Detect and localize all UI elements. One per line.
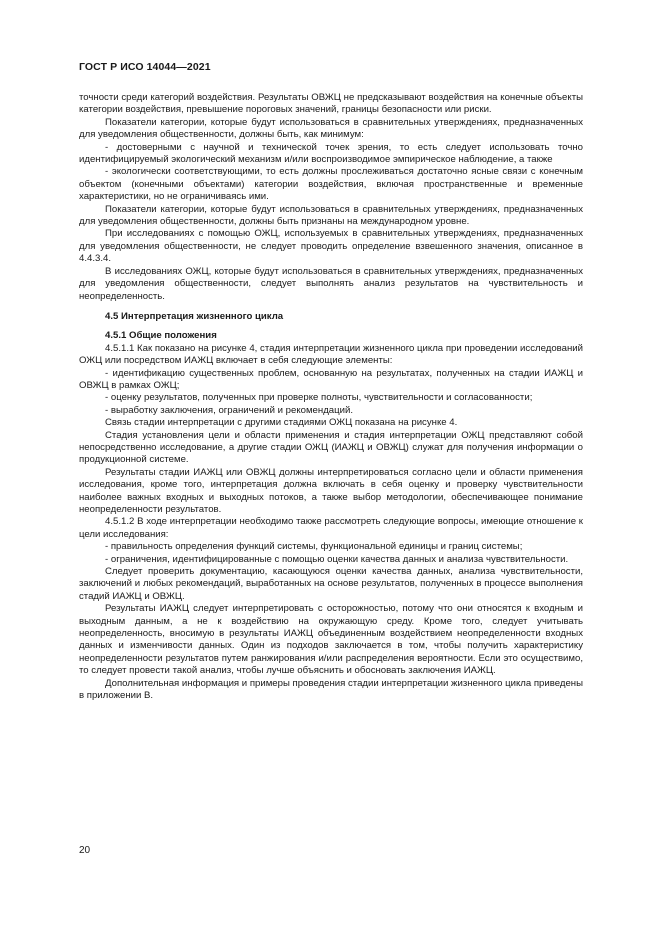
paragraph: В исследованиях ОЖЦ, которые будут использоваться в сравнительных утверждениях, предназначенных для уведомления общественности, следует выполнять анализ результатов на чувствительность и неопределенность. (79, 265, 583, 302)
paragraph: Результаты стадии ИАЖЦ или ОВЖЦ должны интерпретироваться согласно цели и области применения исследования, кроме того, интерпретация должна включать в себя оценку и проверку чувствительности наиболее важных входных и выходных потоков, а также выбор методологии, обеспечивающее понимание неопределенности результатов. (79, 466, 583, 515)
paragraph: точности среди категорий воздействия. Результаты ОВЖЦ не предсказывают воздействия на конечные объекты категории воздействия, превышение пороговых значений, границы безопасности или риски. (79, 92, 583, 116)
paragraph: Показатели категории, которые будут использоваться в сравнительных утверждениях, предназначенных для уведомления общественности, должны быть, как минимум: (79, 116, 583, 141)
paragraph: Результаты ИАЖЦ следует интерпретировать с осторожностью, потому что они относятся к входным и выходным данным, а не к воздействию на окружающую среду. Кроме того, следует учитывать неопределенность, вносимую в результаты ИАЖЦ объединенным воздействием неопределенности входных данных и изменчивости данных. Один из подходов заключается в том, чтобы получить характеристику неопределенности результатов путем ранжирования и/или распределения вероятности. Если это осуществимо, то следует провести такой анализ, чтобы лучше объяснить и обосновать заключения ИАЖЦ. (79, 603, 583, 677)
list-item: - выработку заключения, ограничений и рекомендаций. (105, 404, 353, 416)
paragraph: 4.5.1.1 Как показано на рисунке 4, стадия интерпретации жизненного цикла при проведении исследований ОЖЦ или посредством ИАЖЦ включает в себя следующие элементы: (79, 342, 583, 367)
paragraph: Стадия установления цели и области применения и стадия интерпретации ОЖЦ представляют собой непосредственно исследование, а другие стадии ОЖЦ (ИАЖЦ и ОВЖЦ) служат для получения информации о продукционной системе. (79, 429, 583, 466)
list-item: - экологически соответствующими, то есть должны прослеживаться достаточно ясные связи с конечным объектом (конечными объектами) категории воздействия, включая пространственные и временные характеристики, но не ограничиваясь ими. (79, 166, 583, 203)
paragraph: При исследованиях с помощью ОЖЦ, используемых в сравнительных утверждениях, предназначенных для уведомления общественности, не следует проводить определение взвешенного значения, описанное в 4.4.3.4. (79, 228, 583, 265)
paragraph: Дополнительная информация и примеры проведения стадии интерпретации жизненного цикла приведены в приложении В. (79, 677, 583, 702)
subsection-heading-4-5-1: 4.5.1 Общие положения (105, 330, 217, 342)
section-heading-4-5: 4.5 Интерпретация жизненного цикла (105, 310, 284, 322)
paragraph: 4.5.1.2 В ходе интерпретации необходимо также рассмотреть следующие вопросы, имеющие отношение к цели исследования: (79, 516, 583, 540)
paragraph: Связь стадии интерпретации с другими стадиями ОЖЦ показана на рисунке 4. (105, 417, 458, 429)
list-item: - правильность определения функций системы, функциональной единицы и границ системы; (105, 541, 523, 553)
document-body (79, 92, 583, 703)
paragraph: Следует проверить документацию, касающуюся оценки качества данных, анализа чувствительности, заключений и любых рекомендаций, выработанных на основе результатов, полученных в процессе выполнения стадий ИАЖЦ и ОВЖЦ. (79, 566, 583, 602)
list-item: - достоверными с научной и технической точек зрения, то есть следует использовать точно идентифицируемый экологический механизм и/или воспроизводимое эмпирическое наблюдение, а также (79, 141, 583, 166)
list-item: - оценку результатов, полученных при проверке полноты, чувствительности и согласованности; (105, 392, 533, 404)
paragraph: Показатели категории, которые будут использоваться в сравнительных утверждениях, предназначенных для уведомления общественности, должны быть признаны на международном уровне. (79, 203, 583, 228)
document-header: ГОСТ Р ИСО 14044—2021 (79, 61, 211, 73)
page-number: 20 (79, 845, 91, 856)
list-item: - идентификацию существенных проблем, основанную на результатах, полученных на стадии ИАЖЦ и ОВЖЦ в рамках ОЖЦ; (79, 367, 583, 391)
list-item: - ограничения, идентифицированные с помощью оценки качества данных и анализа чувствительности. (105, 553, 569, 565)
